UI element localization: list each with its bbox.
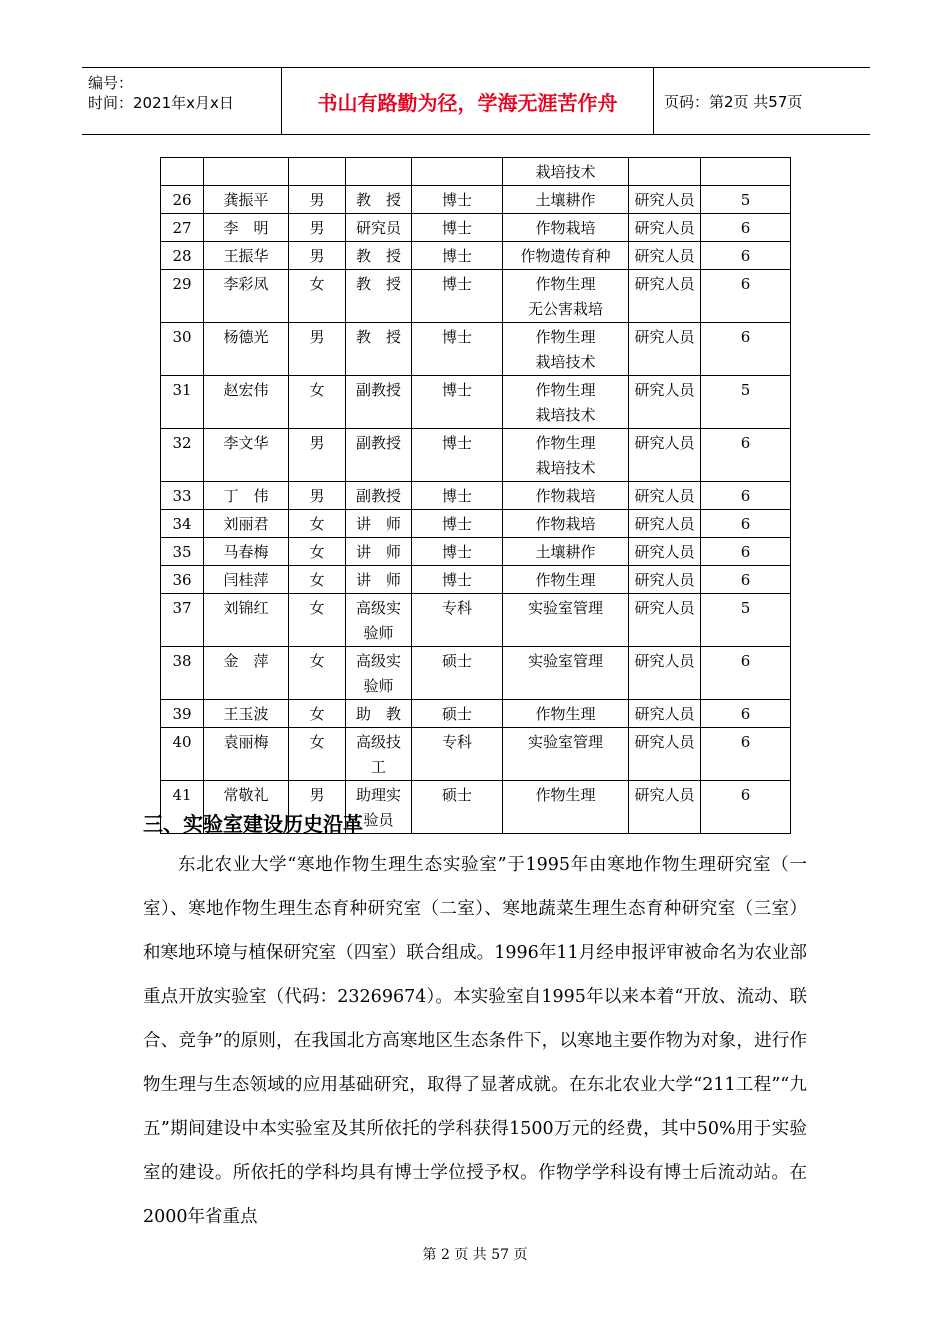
cell-role: 研究人员 xyxy=(629,376,701,429)
cell-name: 龚振平 xyxy=(204,186,289,214)
cell-gender: 男 xyxy=(289,482,346,510)
cell-degree: 博士 xyxy=(412,214,503,242)
doc-code-label: 编号： xyxy=(88,74,134,92)
cell-degree: 硕士 xyxy=(412,700,503,728)
cell-index: 39 xyxy=(161,700,204,728)
cell-gender: 男 xyxy=(289,323,346,376)
cell-degree: 博士 xyxy=(412,242,503,270)
cell-gender: 女 xyxy=(289,594,346,647)
cell-count: 6 xyxy=(701,566,791,594)
cell-title: 研究员 xyxy=(346,214,412,242)
cell-name: 袁丽梅 xyxy=(204,728,289,781)
cell-title: 高级技 工 xyxy=(346,728,412,781)
cell-gender: 女 xyxy=(289,647,346,700)
cell-title: 高级实 验师 xyxy=(346,647,412,700)
cell-name: 李彩凤 xyxy=(204,270,289,323)
cell-field: 作物栽培 xyxy=(503,214,629,242)
cell-count: 6 xyxy=(701,482,791,510)
cell-name: 李文华 xyxy=(204,429,289,482)
header-motto: 书山有路勤为径，学海无涯苦作舟 xyxy=(282,68,654,134)
cell-index: 40 xyxy=(161,728,204,781)
table-row xyxy=(161,323,791,376)
cell-gender: 女 xyxy=(289,376,346,429)
cell-title xyxy=(346,158,412,186)
cell-role: 研究人员 xyxy=(629,323,701,376)
cell-index: 33 xyxy=(161,482,204,510)
table-row xyxy=(161,482,791,510)
cell-gender: 男 xyxy=(289,186,346,214)
cell-name: 王玉波 xyxy=(204,700,289,728)
staff-table xyxy=(160,157,791,834)
cell-gender: 男 xyxy=(289,429,346,482)
cell-count: 6 xyxy=(701,728,791,781)
cell-index: 41 xyxy=(161,781,204,834)
cell-degree: 专科 xyxy=(412,728,503,781)
cell-name: 赵宏伟 xyxy=(204,376,289,429)
cell-index: 35 xyxy=(161,538,204,566)
cell-gender: 女 xyxy=(289,728,346,781)
cell-index: 38 xyxy=(161,647,204,700)
staff-table-body xyxy=(161,158,791,834)
cell-role: 研究人员 xyxy=(629,214,701,242)
cell-count: 6 xyxy=(701,214,791,242)
cell-degree: 博士 xyxy=(412,510,503,538)
cell-degree: 博士 xyxy=(412,186,503,214)
cell-gender: 女 xyxy=(289,510,346,538)
table-row xyxy=(161,647,791,700)
cell-role: 研究人员 xyxy=(629,728,701,781)
cell-degree: 硕士 xyxy=(412,781,503,834)
cell-index: 37 xyxy=(161,594,204,647)
cell-index: 30 xyxy=(161,323,204,376)
cell-title: 教 授 xyxy=(346,270,412,323)
cell-role: 研究人员 xyxy=(629,594,701,647)
cell-field: 实验室管理 xyxy=(503,728,629,781)
cell-count: 5 xyxy=(701,186,791,214)
page-header xyxy=(82,67,870,135)
table-row xyxy=(161,728,791,781)
cell-field: 作物生理 栽培技术 xyxy=(503,429,629,482)
cell-field: 作物栽培 xyxy=(503,482,629,510)
cell-name: 丁 伟 xyxy=(204,482,289,510)
cell-title: 副教授 xyxy=(346,482,412,510)
cell-title: 教 授 xyxy=(346,323,412,376)
cell-title: 讲 师 xyxy=(346,566,412,594)
cell-role: 研究人员 xyxy=(629,186,701,214)
cell-index: 32 xyxy=(161,429,204,482)
cell-field: 作物生理 栽培技术 xyxy=(503,323,629,376)
cell-field: 作物生理 xyxy=(503,700,629,728)
cell-name: 李 明 xyxy=(204,214,289,242)
table-row xyxy=(161,538,791,566)
cell-title: 助 教 xyxy=(346,700,412,728)
cell-title: 讲 师 xyxy=(346,510,412,538)
cell-gender: 女 xyxy=(289,270,346,323)
cell-field: 栽培技术 xyxy=(503,158,629,186)
cell-degree: 博士 xyxy=(412,538,503,566)
cell-degree: 博士 xyxy=(412,482,503,510)
table-row xyxy=(161,270,791,323)
cell-name: 马春梅 xyxy=(204,538,289,566)
cell-role: 研究人员 xyxy=(629,429,701,482)
cell-field: 作物生理 xyxy=(503,566,629,594)
section-title: 三、实验室建设历史沿革 xyxy=(143,812,363,836)
cell-gender: 男 xyxy=(289,781,346,834)
cell-role: 研究人员 xyxy=(629,647,701,700)
cell-name: 刘锦红 xyxy=(204,594,289,647)
table-row xyxy=(161,376,791,429)
cell-gender xyxy=(289,158,346,186)
cell-role: 研究人员 xyxy=(629,482,701,510)
header-page-info: 页码：第2页 共57页 xyxy=(664,92,803,111)
cell-index: 36 xyxy=(161,566,204,594)
cell-field: 实验室管理 xyxy=(503,594,629,647)
cell-count: 6 xyxy=(701,700,791,728)
cell-name: 闫桂萍 xyxy=(204,566,289,594)
cell-count: 5 xyxy=(701,376,791,429)
cell-title: 助理实 验员 xyxy=(346,781,412,834)
cell-field: 实验室管理 xyxy=(503,647,629,700)
cell-gender: 女 xyxy=(289,538,346,566)
cell-field: 作物栽培 xyxy=(503,510,629,538)
table-row xyxy=(161,429,791,482)
cell-gender: 男 xyxy=(289,214,346,242)
cell-role: 研究人员 xyxy=(629,538,701,566)
cell-index: 26 xyxy=(161,186,204,214)
cell-role: 研究人员 xyxy=(629,566,701,594)
cell-title: 副教授 xyxy=(346,376,412,429)
cell-role: 研究人员 xyxy=(629,700,701,728)
cell-index: 31 xyxy=(161,376,204,429)
table-row xyxy=(161,242,791,270)
cell-title: 教 授 xyxy=(346,242,412,270)
cell-field: 作物遗传育种 xyxy=(503,242,629,270)
cell-count: 5 xyxy=(701,594,791,647)
cell-name: 金 萍 xyxy=(204,647,289,700)
cell-count: 6 xyxy=(701,781,791,834)
table-row xyxy=(161,186,791,214)
cell-degree: 博士 xyxy=(412,376,503,429)
cell-index: 29 xyxy=(161,270,204,323)
cell-role xyxy=(629,158,701,186)
cell-degree xyxy=(412,158,503,186)
table-row xyxy=(161,158,791,186)
cell-name: 杨德光 xyxy=(204,323,289,376)
table-row xyxy=(161,594,791,647)
cell-index: 27 xyxy=(161,214,204,242)
cell-gender: 女 xyxy=(289,566,346,594)
cell-field: 作物生理 xyxy=(503,781,629,834)
section-paragraph: 东北农业大学“寒地作物生理生态实验室”于1995年由寒地作物生理研究室（一室）、寒地作物生理生态育种研究室（二室）、寒地蔬菜生理生态育种研究室（三室）和寒地环境与植保研究室（四室）联合组成。1996年11月经申报评审被命名为农业部重点开放实验室（代码：23269674）。本实验室自1995年以来本着“开放、流动、联合、竞争”的原则，在我国北方高寒地区生态条件下，以寒地主要作物为对象，进行作物生理与生态领域的应用基础研究，取得了显著成就。在东北农业大学“211工程”“九五”期间建设中本实验室及其所依托的学科获得1500万元的经费，其中50%用于实验室的建设。所依托的学科均具有博士学位授予权。作物学学科设有博士后流动站。在2000年省重点 xyxy=(143,855,807,1227)
cell-index xyxy=(161,158,204,186)
cell-degree: 博士 xyxy=(412,323,503,376)
cell-count: 6 xyxy=(701,647,791,700)
cell-gender: 女 xyxy=(289,700,346,728)
cell-role: 研究人员 xyxy=(629,270,701,323)
cell-name: 王振华 xyxy=(204,242,289,270)
cell-count: 6 xyxy=(701,510,791,538)
table-row xyxy=(161,214,791,242)
cell-name xyxy=(204,158,289,186)
page-footer: 第 2 页 共 57 页 xyxy=(422,1247,528,1263)
cell-role: 研究人员 xyxy=(629,781,701,834)
cell-index: 34 xyxy=(161,510,204,538)
cell-field: 作物生理 栽培技术 xyxy=(503,376,629,429)
cell-count: 6 xyxy=(701,270,791,323)
cell-name: 刘丽君 xyxy=(204,510,289,538)
doc-time-label: 时间：2021年x月x日 xyxy=(88,94,234,112)
cell-title: 讲 师 xyxy=(346,538,412,566)
header-meta xyxy=(82,68,282,134)
cell-index: 28 xyxy=(161,242,204,270)
cell-title: 副教授 xyxy=(346,429,412,482)
cell-field: 土壤耕作 xyxy=(503,186,629,214)
cell-count: 6 xyxy=(701,429,791,482)
cell-title: 教 授 xyxy=(346,186,412,214)
cell-gender: 男 xyxy=(289,242,346,270)
cell-name: 常敬礼 xyxy=(204,781,289,834)
cell-title: 高级实 验师 xyxy=(346,594,412,647)
cell-field: 作物生理 无公害栽培 xyxy=(503,270,629,323)
cell-count: 6 xyxy=(701,538,791,566)
table-row xyxy=(161,510,791,538)
cell-count: 6 xyxy=(701,242,791,270)
cell-field: 土壤耕作 xyxy=(503,538,629,566)
cell-degree: 博士 xyxy=(412,566,503,594)
cell-role: 研究人员 xyxy=(629,242,701,270)
cell-degree: 博士 xyxy=(412,429,503,482)
cell-degree: 博士 xyxy=(412,270,503,323)
table-row xyxy=(161,566,791,594)
table-row xyxy=(161,700,791,728)
cell-degree: 硕士 xyxy=(412,647,503,700)
cell-degree: 专科 xyxy=(412,594,503,647)
cell-role: 研究人员 xyxy=(629,510,701,538)
cell-count: 6 xyxy=(701,323,791,376)
cell-count xyxy=(701,158,791,186)
